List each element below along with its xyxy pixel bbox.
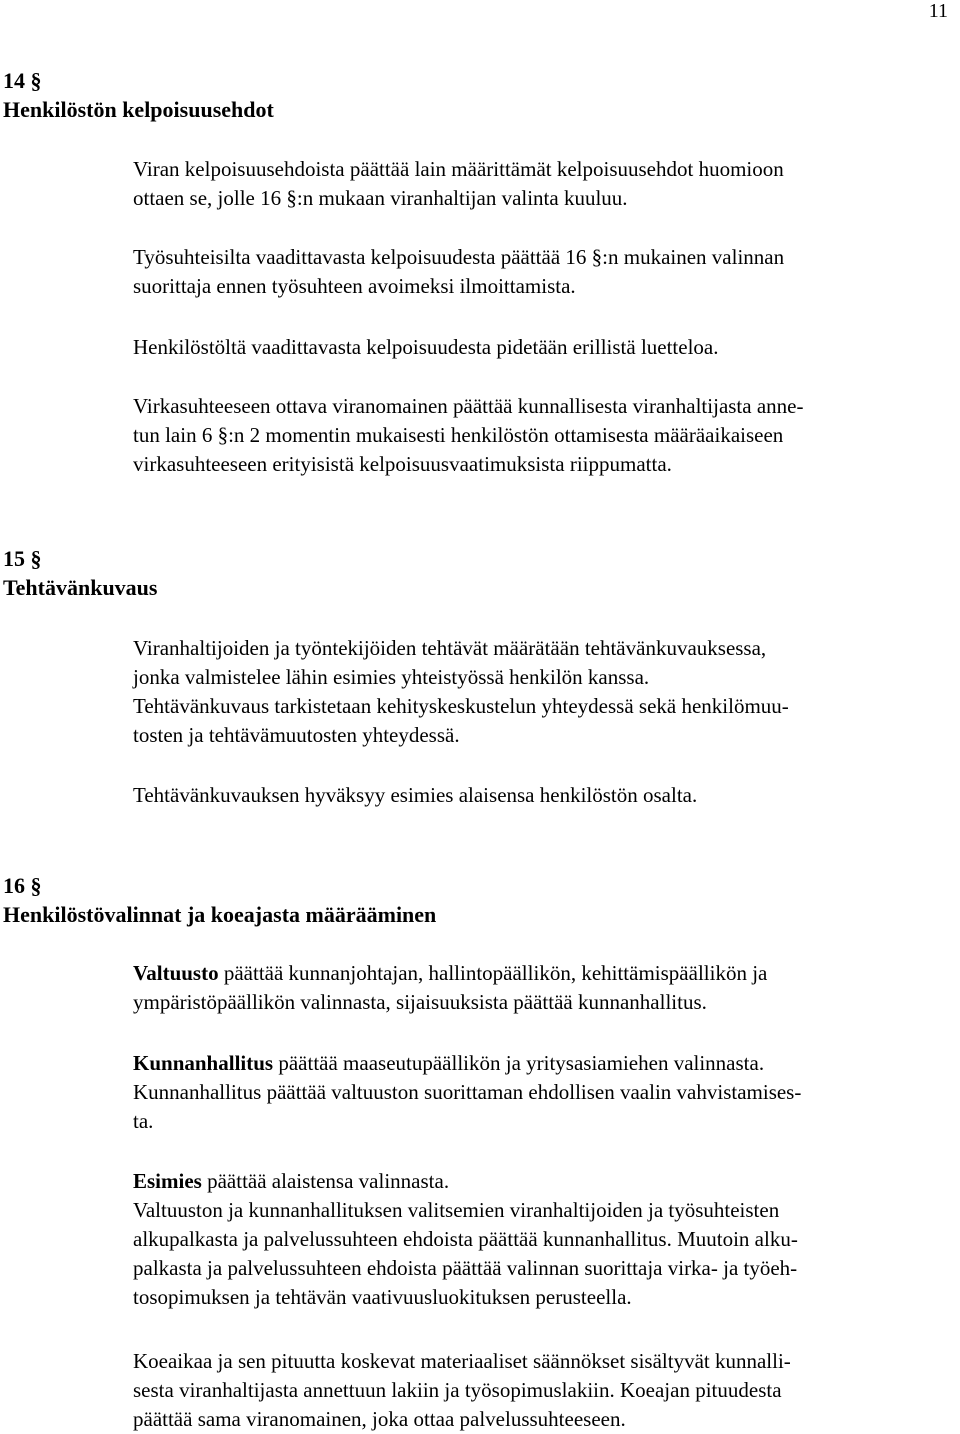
text-line: tosten ja tehtävämuutosten yhteydessä. bbox=[133, 723, 460, 747]
text-line: Kunnanhallitus päättää valtuuston suorittaman ehdollisen vaalin vahvistamises- bbox=[133, 1080, 802, 1104]
text-line: virkasuhteeseen erityisistä kelpoisuusvaatimuksista riippumatta. bbox=[133, 452, 672, 476]
text-line: tun lain 6 §:n 2 momentin mukaisesti henkilöstön ottamisesta määräaikaiseen bbox=[133, 423, 784, 447]
text-line: Viran kelpoisuusehdoista päättää lain määrittämät kelpoisuusehdot huomioon bbox=[133, 157, 784, 181]
lead-term: Kunnanhallitus bbox=[133, 1051, 274, 1075]
section-number: 14 § bbox=[3, 68, 42, 93]
lead-term: Valtuusto bbox=[133, 961, 219, 985]
text-fragment: päättää kunnanjohtajan, hallintopäällikön, kehittämispäällikön ja bbox=[218, 961, 768, 985]
text-fragment: päättää maaseutupäällikön ja yritysasiamiehen valinnasta. bbox=[273, 1051, 765, 1075]
section-heading-15 bbox=[3, 544, 943, 602]
text-line: jonka valmistelee lähin esimies yhteistyössä henkilön kanssa. bbox=[133, 665, 650, 689]
text-line: Tehtävänkuvauksen hyväksyy esimies alaisensa henkilöstön osalta. bbox=[133, 783, 698, 807]
page-number: 11 bbox=[928, 0, 948, 22]
text-line bbox=[133, 959, 945, 988]
text-line: Tehtävänkuvaus tarkistetaan kehityskeskustelun yhteydessä sekä henkilömuu- bbox=[133, 694, 789, 718]
section-title: Henkilöstövalinnat ja koeajasta määrääminen bbox=[3, 902, 437, 927]
text-line: sesta viranhaltijasta annettuun lakiin ja työsopimuslakiin. Koeajan pituudesta bbox=[133, 1378, 782, 1402]
text-line: Henkilöstöltä vaadittavasta kelpoisuudesta pidetään erillistä luetteloa. bbox=[133, 335, 719, 359]
paragraph bbox=[133, 634, 945, 750]
text-line bbox=[133, 1049, 945, 1078]
text-line: Työsuhteisilta vaadittavasta kelpoisuudesta päättää 16 §:n mukainen valinnan bbox=[133, 245, 785, 269]
lead-term: Esimies bbox=[133, 1169, 202, 1193]
text-line: palkasta ja palvelussuhteen ehdoista päättää valinnan suorittaja virka- ja työeh- bbox=[133, 1256, 798, 1280]
paragraph bbox=[133, 392, 945, 479]
paragraph bbox=[133, 155, 945, 213]
text-line: Viranhaltijoiden ja työntekijöiden tehtävät määrätään tehtävänkuvauksessa, bbox=[133, 636, 767, 660]
text-line: ottaen se, jolle 16 §:n mukaan viranhaltijan valinta kuuluu. bbox=[133, 186, 628, 210]
text-line: alkupalkasta ja palvelussuhteen ehdoista päättää kunnanhallitus. Muutoin alku- bbox=[133, 1227, 798, 1251]
paragraph bbox=[133, 333, 945, 362]
paragraph bbox=[133, 1347, 945, 1434]
text-line: Virkasuhteeseen ottava viranomainen päättää kunnallisesta viranhaltijasta anne- bbox=[133, 394, 804, 418]
section-number: 16 § bbox=[3, 873, 42, 898]
text-line: Koeaikaa ja sen pituutta koskevat materiaaliset säännökset sisältyvät kunnalli- bbox=[133, 1349, 791, 1373]
text-line: suorittaja ennen työsuhteen avoimeksi ilmoittamista. bbox=[133, 274, 576, 298]
paragraph bbox=[133, 1167, 945, 1312]
section-heading-16 bbox=[3, 871, 943, 929]
section-heading-14 bbox=[3, 66, 943, 124]
text-line: ta. bbox=[133, 1109, 154, 1133]
text-line bbox=[133, 1167, 945, 1196]
paragraph bbox=[133, 1049, 945, 1136]
paragraph bbox=[133, 243, 945, 301]
section-title: Tehtävänkuvaus bbox=[3, 575, 158, 600]
text-line: Valtuuston ja kunnanhallituksen valitsemien viranhaltijoiden ja työsuhteisten bbox=[133, 1198, 780, 1222]
section-title: Henkilöstön kelpoisuusehdot bbox=[3, 97, 274, 122]
paragraph bbox=[133, 959, 945, 1017]
text-line: ympäristöpäällikön valinnasta, sijaisuuksista päättää kunnanhallitus. bbox=[133, 990, 707, 1014]
text-line: päättää sama viranomainen, joka ottaa palvelussuhteeseen. bbox=[133, 1407, 626, 1431]
text-fragment: päättää alaistensa valinnasta. bbox=[201, 1169, 450, 1193]
section-number: 15 § bbox=[3, 546, 42, 571]
text-line: tosopimuksen ja tehtävän vaativuusluokituksen perusteella. bbox=[133, 1285, 632, 1309]
paragraph bbox=[133, 781, 945, 810]
